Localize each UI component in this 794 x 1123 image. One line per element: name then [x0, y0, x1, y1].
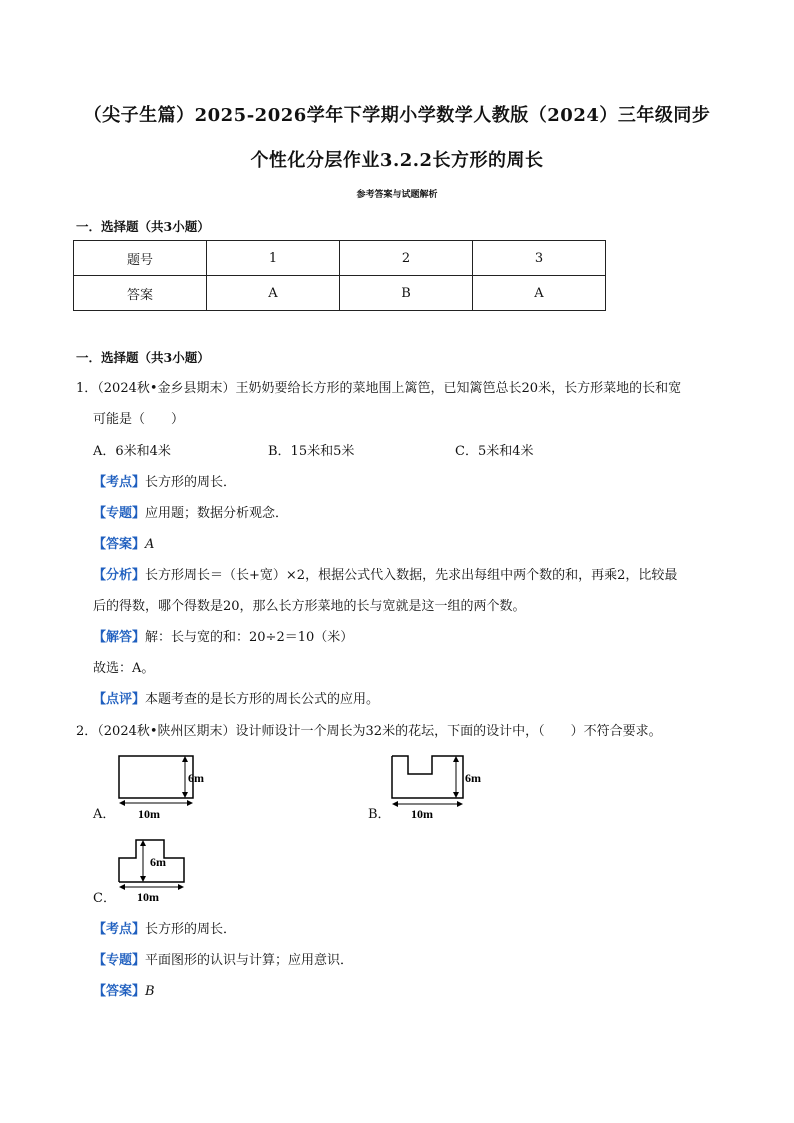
figure-c-stepped-shape — [110, 836, 220, 908]
q1-kaodian — [93, 474, 236, 492]
q1-option-a: A．6米和4米 — [93, 444, 171, 459]
q2-option-b: B． — [368, 807, 391, 822]
q2-daan-tag: 【答案】 — [93, 984, 146, 999]
q1-jieda-text: 解：长与宽的和：20÷2＝10（米） — [145, 630, 354, 645]
q1-daan-text: A — [145, 537, 155, 552]
table-cell: 2 — [340, 241, 473, 276]
q1-dianping — [93, 691, 379, 709]
q1-guxuan: 故选：A。 — [93, 661, 155, 676]
q1-jieda-tag: 【解答】 — [93, 630, 146, 645]
doc-subtitle: 参考答案与试题解析 — [356, 190, 438, 200]
q2-daan — [93, 983, 155, 1001]
q1-stem-line1: 1．（2024秋•金乡县期末）王奶奶要给长方形的菜地围上篱笆，已知篱笆总长20米，长方形菜地的长和宽 — [76, 381, 682, 396]
q2-daan-text: B — [145, 984, 155, 999]
q1-fenxi-line2: 后的得数，哪个得数是20，那么长方形菜地的长与宽就是这一组的两个数。 — [93, 599, 526, 614]
q1-zhuanti-text: 应用题；数据分析观念． — [145, 506, 289, 521]
q2-option-c: C． — [93, 891, 116, 906]
q2-option-a: A． — [93, 807, 116, 822]
table-cell: 题号 — [74, 241, 207, 276]
q2-stem: 2．（2024秋•陕州区期末）设计师设计一个周长为32米的花坛，下面的设计中，（ ）不符合要求。 — [76, 724, 662, 739]
q1-fenxi-text: 长方形周长＝（长+宽）×2，根据公式代入数据，先求出每组中两个数的和，再乘2，比较最 — [145, 568, 678, 583]
q1-fenxi-line1 — [93, 567, 677, 585]
table-cell: 答案 — [74, 276, 207, 311]
figure-a-width-label: 10m — [138, 807, 160, 821]
doc-title-line2: 个性化分层作业3.2.2长方形的周长 — [250, 150, 544, 171]
figure-b-notched-shape — [383, 752, 493, 824]
table-cell: A — [473, 276, 606, 311]
table-cell: 3 — [473, 241, 606, 276]
q1-dianping-tag: 【点评】 — [93, 692, 146, 707]
figure-b-height-label: 6m — [465, 771, 481, 785]
q1-daan — [93, 536, 154, 554]
table-cell: A — [207, 276, 340, 311]
table-cell: 1 — [207, 241, 340, 276]
q1-fenxi-tag: 【分析】 — [93, 568, 146, 583]
figure-a-rectangle — [110, 752, 220, 824]
q2-kaodian — [93, 921, 236, 939]
section1-heading: 一．选择题（共3小题） — [76, 219, 210, 234]
q1-kaodian-text: 长方形的周长． — [145, 475, 237, 490]
q2-kaodian-tag: 【考点】 — [93, 922, 146, 937]
q1-stem-line2: 可能是（ ） — [93, 412, 185, 427]
q2-zhuanti — [93, 952, 353, 970]
table-row — [74, 241, 606, 276]
figure-b-shape — [392, 756, 463, 798]
table-row — [74, 276, 606, 311]
figure-a-shape — [119, 756, 193, 798]
figure-c-height-label: 6m — [150, 855, 166, 869]
q2-zhuanti-tag: 【专题】 — [93, 953, 146, 968]
q1-dianping-text: 本题考查的是长方形的周长公式的应用。 — [145, 692, 380, 707]
q1-jieda — [93, 629, 353, 647]
q1-zhuanti — [93, 505, 288, 523]
answer-table — [73, 240, 606, 311]
q1-option-c: C．5米和4米 — [455, 444, 534, 459]
q1-zhuanti-tag: 【专题】 — [93, 506, 146, 521]
table-cell: B — [340, 276, 473, 311]
figure-b-width-label: 10m — [411, 807, 433, 821]
q2-kaodian-text: 长方形的周长． — [145, 922, 237, 937]
figure-c-width-label: 10m — [137, 890, 159, 904]
section2-heading: 一．选择题（共3小题） — [76, 350, 210, 365]
doc-title-line1: （尖子生篇）2025-2026学年下学期小学数学人教版（2024）三年级同步 — [83, 105, 711, 126]
figure-a-height-label: 6m — [188, 771, 204, 785]
q2-zhuanti-text: 平面图形的认识与计算；应用意识． — [145, 953, 354, 968]
q1-option-b: B．15米和5米 — [268, 444, 355, 459]
q1-daan-tag: 【答案】 — [93, 537, 146, 552]
q1-kaodian-tag: 【考点】 — [93, 475, 146, 490]
